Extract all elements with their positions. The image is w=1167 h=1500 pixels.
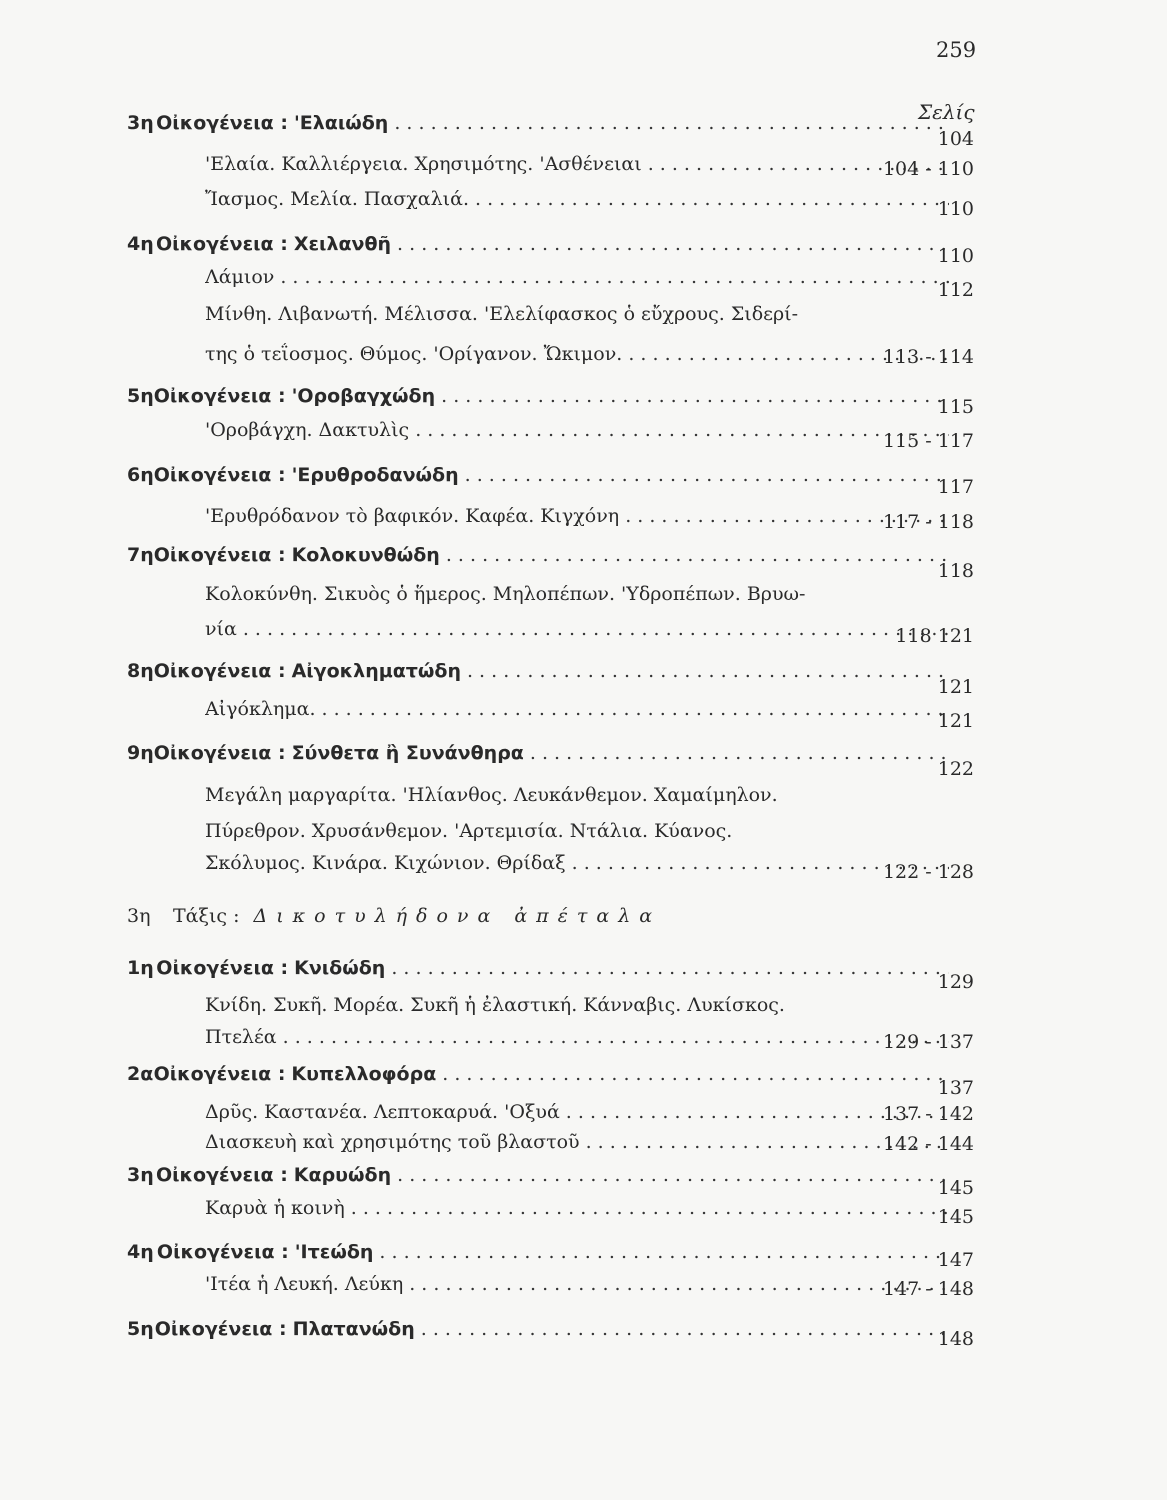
entry-label: Οἰκογένεια : <box>154 1318 287 1340</box>
page-reference: 137 - 142 <box>882 1103 974 1125</box>
entry-line <box>205 698 949 720</box>
entry-line <box>127 905 949 927</box>
page-reference: 122 - 128 <box>882 861 974 883</box>
page-reference: 148 <box>937 1328 974 1350</box>
entry-line <box>205 1026 949 1048</box>
entry-label: Οἰκογένεια : <box>153 385 286 407</box>
entry-text: Κνίδη. Συκῆ. Μορέα. Συκῆ ἡ ἐλαστική. Κάνναβις. Λυκίσκος. <box>205 994 785 1016</box>
page-reference: 129 <box>937 971 974 993</box>
entry-label: Οἰκογένεια : <box>156 112 288 134</box>
page-reference: 104 - 110 <box>882 158 974 180</box>
entry-line <box>205 188 949 210</box>
entry-line <box>127 385 949 407</box>
entry-ordinal: 4η <box>127 233 154 255</box>
page-reference: 121 <box>937 710 974 732</box>
dot-leader <box>394 112 949 134</box>
page-reference: 147 <box>937 1249 974 1271</box>
page-reference: 129 - 137 <box>882 1031 974 1053</box>
entry-text: Διασκευὴ καὶ χρησιμότης τοῦ βλαστοῦ <box>205 1131 580 1153</box>
entry-label: Οἰκογένεια : <box>155 1164 288 1186</box>
dot-leader <box>397 233 949 255</box>
entry-line <box>127 742 949 764</box>
dot-leader <box>467 660 949 682</box>
page-reference: 118 121 <box>895 625 974 647</box>
entry-ordinal: 3η <box>127 112 154 134</box>
entry-line <box>205 419 949 441</box>
entry-text: Πτελέα <box>205 1026 277 1048</box>
entry-text: Κολοκύνθη. Σικυὸς ὁ ἥμερος. Μηλοπέπων. 'Υδροπέπων. Βρυω- <box>205 583 806 605</box>
entry-label: Οἰκογένεια : <box>156 233 288 255</box>
dot-leader <box>243 618 949 640</box>
dot-leader <box>421 1318 949 1340</box>
entry-ordinal: 2α <box>127 1063 154 1085</box>
page-reference: 110 <box>937 245 974 267</box>
entry-name: Κνιδώδη <box>294 957 386 979</box>
dot-leader <box>442 1063 949 1085</box>
dot-leader <box>475 188 949 210</box>
entry-line <box>205 1197 949 1219</box>
page-number: 259 <box>936 38 977 62</box>
entry-name: 'Οροβαγχώδη <box>291 385 436 407</box>
entry-name: Σύνθετα ἢ Συνάνθηρα <box>291 742 524 764</box>
entry-name: Κυπελλοφόρα <box>291 1063 437 1085</box>
entry-ordinal: 9η <box>127 742 154 764</box>
entry-ordinal: 8η <box>127 660 154 682</box>
dot-leader <box>446 544 949 566</box>
entry-text: 'Ελαία. Καλλιέργεια. Χρησιμότης. 'Ασθένειαι <box>205 153 642 175</box>
entry-line <box>205 505 949 527</box>
entry-text: 'Ερυθρόδανον τὸ βαφικόν. Καφέα. Κιγχόνη <box>205 505 620 527</box>
entry-line <box>205 784 949 806</box>
entry-line <box>205 618 949 640</box>
entry-text: Μίνθη. Λιβανωτή. Μέλισσα. 'Ελελίφασκος ὁ εὔχρους. Σιδερί- <box>205 303 799 325</box>
entry-text: Λάμιον <box>205 266 275 288</box>
entry-ordinal: 4η <box>127 1241 154 1263</box>
entry-ordinal: 6η <box>127 464 154 486</box>
entry-text: Πύρεθρον. Χρυσάνθεμον. 'Αρτεμισία. Ντάλια. Κύανος. <box>205 820 733 842</box>
entry-line <box>127 660 949 682</box>
page-reference: 142 - 144 <box>882 1133 974 1155</box>
entry-ordinal: 5η <box>127 385 154 407</box>
entry-line <box>205 994 949 1016</box>
entry-ordinal: 7η <box>127 544 154 566</box>
page-reference: 121 <box>937 676 974 698</box>
entry-name: 'Ιτεώδη <box>294 1241 374 1263</box>
page-reference: 115 - 117 <box>882 430 974 452</box>
entry-name: 'Ερυθροδανώδη <box>291 464 459 486</box>
entry-line <box>205 583 949 605</box>
entry-label: Τάξις : <box>173 905 240 927</box>
entry-text: νία <box>205 618 237 640</box>
entry-text: Σκόλυμος. Κινάρα. Κιχώνιον. Θρίδαξ <box>205 852 566 874</box>
entry-line <box>205 303 949 325</box>
page-reference: 117 - 118 <box>882 511 974 533</box>
entry-name: Αἰγοκληματώδη <box>291 660 461 682</box>
entry-name: Καρυώδη <box>293 1164 392 1186</box>
page-reference: 104 <box>937 128 974 150</box>
dot-leader <box>283 1026 949 1048</box>
entry-ordinal: 3η <box>127 1164 154 1186</box>
entry-label: Οἰκογένεια : <box>153 464 286 486</box>
dot-leader <box>441 385 949 407</box>
entry-text: Δρῦς. Καστανέα. Λεπτοκαρυά. 'Οξυά <box>205 1101 560 1123</box>
entry-text: 'Οροβάγχη. Δακτυλὶς <box>205 419 410 441</box>
page-reference: 145 <box>937 1206 974 1228</box>
dot-leader <box>415 419 949 441</box>
entry-label: Οἰκογένεια : <box>153 660 286 682</box>
dot-leader <box>465 464 949 486</box>
dot-leader <box>397 1164 949 1186</box>
dot-leader <box>351 1197 949 1219</box>
entry-ordinal: 3η <box>127 905 151 927</box>
entry-line <box>127 464 949 486</box>
entry-line <box>127 1164 949 1186</box>
entry-name: 'Ελαιώδη <box>293 112 389 134</box>
entry-line <box>205 153 949 175</box>
page-reference: 117 <box>937 476 974 498</box>
entry-label: Οἰκογένεια : <box>156 957 289 979</box>
entry-line <box>205 343 949 365</box>
entry-ordinal: 1η <box>127 957 154 979</box>
entry-name: Πλατανώδη <box>292 1318 415 1340</box>
entry-label: Οἰκογένεια : <box>153 544 286 566</box>
entry-line <box>205 1101 949 1123</box>
entry-text: 'Ιτέα ἡ Λευκή. Λεύκη <box>205 1273 404 1295</box>
page-reference: 147 - 148 <box>882 1278 974 1300</box>
entry-line <box>127 1241 949 1263</box>
entry-name: Κολοκυνθώδη <box>291 544 440 566</box>
dot-leader <box>379 1241 949 1263</box>
entry-line <box>205 852 949 874</box>
page-reference: 113 - 114 <box>882 346 974 368</box>
entry-line <box>205 820 949 842</box>
entry-line <box>127 1318 949 1340</box>
entry-text: της ὁ τεΐοσμος. Θύμος. 'Ορίγανον. Ὤκιμον. <box>205 343 623 365</box>
page-reference: 118 <box>937 560 974 582</box>
entry-text: Καρυὰ ἡ κοινὴ <box>205 1197 345 1219</box>
entry-ordinal: 5η <box>127 1318 154 1340</box>
page-reference: 115 <box>937 396 974 418</box>
entry-line <box>127 957 949 979</box>
entry-name: Δικοτυλήδονα ἀπέταλα <box>253 905 662 927</box>
dot-leader <box>280 266 949 288</box>
entry-line <box>127 544 949 566</box>
dot-leader <box>391 957 949 979</box>
entry-label: Οἰκογένεια : <box>156 1241 289 1263</box>
entry-label: Οἰκογένεια : <box>153 742 286 764</box>
entry-name: Χειλανθῆ <box>293 233 392 255</box>
dot-leader <box>321 698 949 720</box>
entry-line <box>205 1273 949 1295</box>
column-header: Σελίς <box>918 100 975 124</box>
entry-line <box>127 1063 949 1085</box>
entry-text: Μεγάλη μαργαρίτα. 'Ηλίανθος. Λευκάνθεμον. Χαμαίμηλον. <box>205 784 778 806</box>
page-reference: 145 <box>937 1177 974 1199</box>
dot-leader <box>409 1273 949 1295</box>
page-reference: 137 <box>937 1077 974 1099</box>
dot-leader <box>530 742 949 764</box>
entry-line <box>127 112 949 134</box>
entry-line <box>127 233 949 255</box>
page-reference: 110 <box>937 198 974 220</box>
entry-line <box>205 266 949 288</box>
page-reference: 112 <box>937 279 974 301</box>
entry-line <box>205 1131 949 1153</box>
page-reference: 122 <box>937 758 974 780</box>
entry-text: Αἰγόκλημα. <box>205 698 316 720</box>
entry-label: Οἰκογένεια : <box>153 1063 286 1085</box>
entry-text: Ἴασμος. Μελία. Πασχαλιά. <box>205 188 469 210</box>
